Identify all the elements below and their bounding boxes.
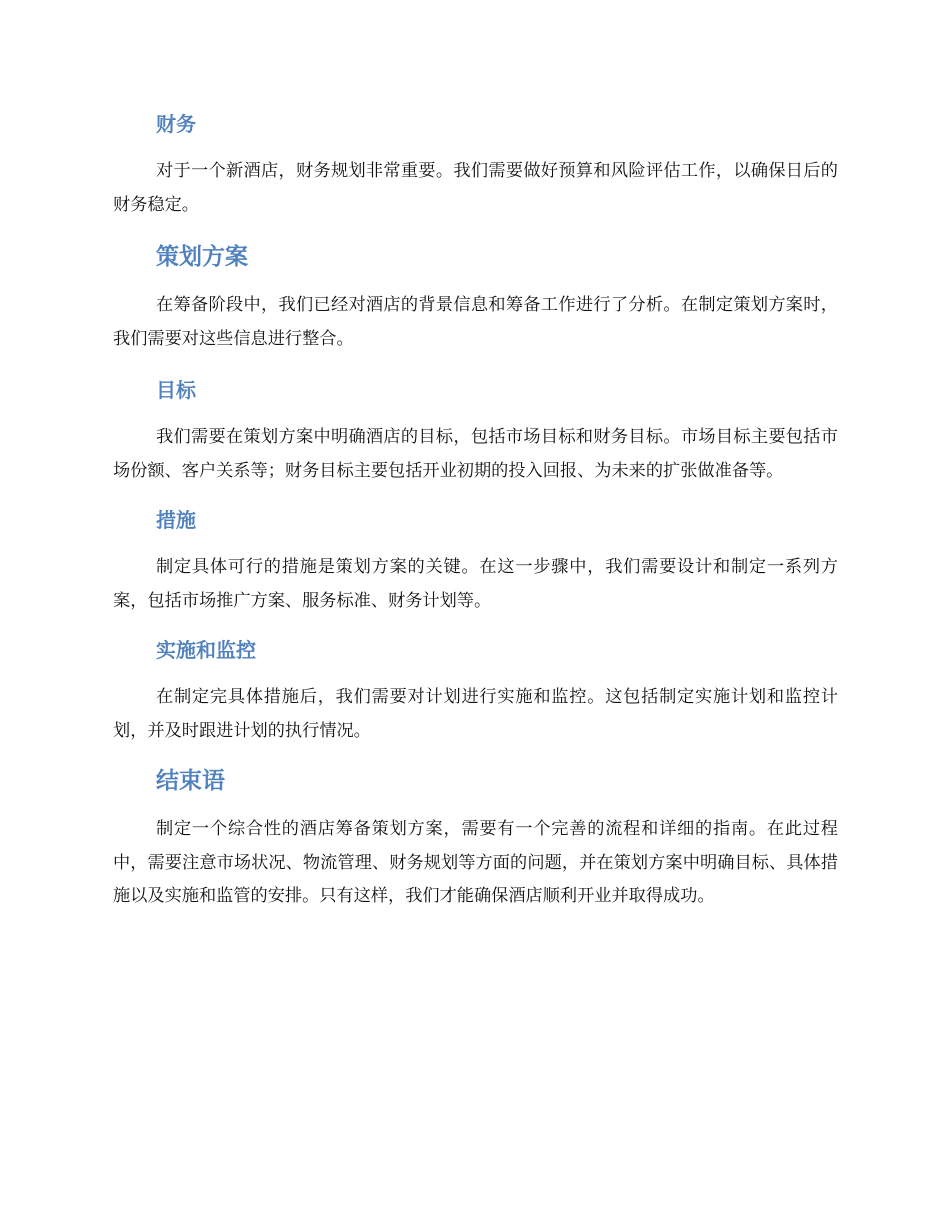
section-implementation	[113, 634, 838, 748]
section-body-finance: 对于一个新酒店，财务规划非常重要。我们需要做好预算和风险评估工作，以确保日后的财务稳定。	[113, 161, 838, 215]
section-finance	[113, 108, 838, 222]
section-body-implementation: 在制定完具体措施后，我们需要对计划进行实施和监控。这包括制定实施计划和监控计划，并及时跟进计划的执行情况。	[113, 687, 838, 741]
section-heading-plan: 策划方案	[156, 244, 248, 270]
section-heading-implementation: 实施和监控	[156, 638, 256, 662]
section-body-goals: 我们需要在策划方案中明确酒店的目标，包括市场目标和财务目标。市场目标主要包括市场份额、客户关系等；财务目标主要包括开业初期的投入回报、为未来的扩张做准备等。	[113, 427, 838, 481]
section-heading-measures: 措施	[156, 508, 196, 532]
section-body-plan: 在筹备阶段中，我们已经对酒店的背景信息和筹备工作进行了分析。在制定策划方案时，我们需要对这些信息进行整合。	[113, 295, 838, 349]
section-conclusion	[113, 764, 838, 914]
section-measures	[113, 504, 838, 618]
section-body-measures: 制定具体可行的措施是策划方案的关键。在这一步骤中，我们需要设计和制定一系列方案，包括市场推广方案、服务标准、财务计划等。	[113, 557, 838, 611]
section-goals	[113, 374, 838, 488]
section-heading-conclusion: 结束语	[156, 768, 225, 794]
section-body-conclusion: 制定一个综合性的酒店筹备策划方案，需要有一个完善的流程和详细的指南。在此过程中，需要注意市场状况、物流管理、财务规划等方面的问题，并在策划方案中明确目标、具体措施以及实施和监管的安排。只有这样，我们才能确保酒店顺利开业并取得成功。	[113, 819, 838, 906]
section-heading-finance: 财务	[156, 112, 196, 136]
section-heading-goals: 目标	[156, 378, 196, 402]
section-plan	[113, 240, 838, 356]
document-content	[113, 108, 838, 914]
